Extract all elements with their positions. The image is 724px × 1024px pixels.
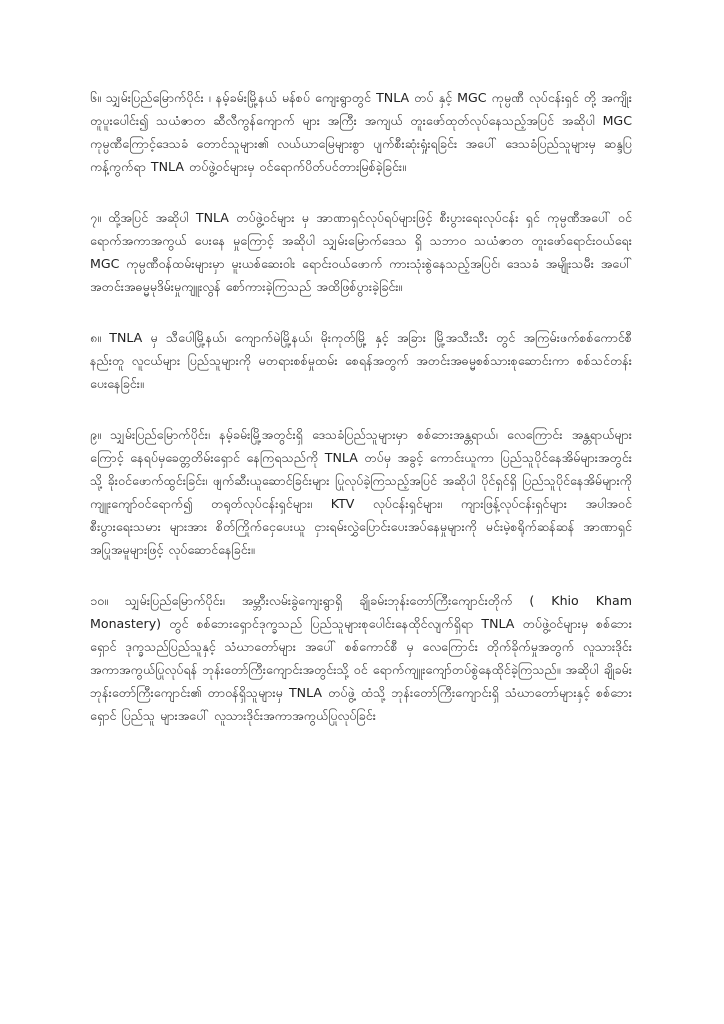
- paragraph-7: ၇။ ထို့အပြင် အဆိုပါ TNLA တပ်ဖွဲ့ဝင်များ မှ အာဏာရှင်လုပ်ရပ်များဖြင့် စီးပွားရေးလုပ်ငန်း ရှင် ကုမ္ပဏီအပေါ် ဝင်ရောက်အကာအကွယ် ပေးနေ မှုကြောင့် အဆိုပါ သျှမ်းမြောက်ဒေသ ရှိ သဘာဝ သယံဇာတ တူးဖော်ရောင်းဝယ်ရေး MGC ကုမ္ပဏီဝန်ထမ်းများမှာ မူးယစ်ဆေးဝါး ရောင်းဝယ်ဖောက် ကားသုံးစွဲနေသည့်အပြင်၊ ဒေသခံ အမျိုးသမီး အပေါ် အတင်းအဓမ္မမုဒိမ်းမှုကျူးလွန် စော်ကားခဲ့ကြသည် အထိဖြစ်ပွားခဲ့ခြင်း။: [90, 210, 632, 294]
- paragraph-10: ၁၀။ သျှမ်းပြည်မြောက်ပိုင်း၊ အမ္ဘာီးလမ်းခွဲကျေးရွာရှိ ချိုခမ်းဘုန်းတော်ကြီးကျောင်းတိုက် ( Khio Kham Monastery) တွင် စစ်ဘေးရှောင်ဒုက္ခသည် ပြည်သူများစုပေါင်းနေထိုင်လျက်ရှိရာ TNLA တပ်ဖွဲ့ဝင်များမှ စစ်ဘေးရှောင် ဒုက္ခသည်ပြည်သူနှင့် သံဃာတော်များ အပေါ် စစ်ကောင်စီ မှ လေကြောင်း တိုက်ခိုက်မှုအတွက် လူသားဒိုင်း အကာအကွယ်ပြုလုပ်ရန် ဘုန်းတော်ကြီးကျောင်းအတွင်းသို့ ဝင် ရောက်ကျူးကျော်တပ်စွဲနေထိုင်ခဲ့ကြသည်။ အဆိုပါ ချိုခမ်း ဘုန်းတော်ကြီးကျောင်း၏ တာဝန်ရှိသူများမှ TNLA တပ်ဖွဲ့ ထံသို့ ဘုန်းတော်ကြီးကျောင်းရှိ သံဃာတော်များနှင့် စစ်ဘေးရှောင် ပြည်သူ များအပေါ် လူသားဒိုင်းအကာအကွယ်ပြုလုပ်ခြင်း: [90, 593, 632, 723]
- paragraph-8: ၈။ TNLA မှ သီပေါမြို့နယ်၊ ကျောက်မဲမြို့နယ်၊ မိုးကုတ်မြို့ နှင့် အခြား မြို့အသီးသီး တွင် အကြမ်းဖက်စစ်ကောင်စီ နည်းတူ လူငယ်များ ပြည်သူများကို မတရားစစ်မှုထမ်း စေရန်အတွက် အတင်းအဓမ္မစစ်သားစုဆောင်းကာ စစ်သင်တန်း ပေးနေခြင်း။: [90, 330, 632, 391]
- paragraph-6: ၆။ သျှမ်းပြည်မြောက်ပိုင်း ၊ နမ့်ခမ်းမြို့နယ် မန်စပ် ကျေးရွာတွင် TNLA တပ် နှင့် MGC ကုမ္ပဏီ လုပ်ငန်းရှင် တို့ အကျိုးတူပူးပေါင်း၍ သယံဇာတ ဆီလီကွန်ကျောက် များ အကြီး အကျယ် တူးဖော်ထုတ်လုပ်နေသည့်အပြင် အဆိုပါ MGC ကုမ္ပဏီကြောင့်ဒေသခံ တောင်သူများ၏ လယ်ယာမြေများစွာ ပျက်စီးဆုံးရှုံးရခြင်း အပေါ် ဒေသခံပြည်သူများမှ ဆန္ဒပြကန့်ကွက်ရာ TNLA တပ်ဖွဲ့ဝင်များမှ ဝင်ရောက်ပိတ်ပင်တားမြစ်ခဲ့ခြင်း။: [90, 90, 632, 174]
- paragraph-9: ၉။ သျှမ်းပြည်မြောက်ပိုင်း၊ နမ့်ခမ်းမြို့အတွင်းရှိ ဒေသခံပြည်သူများမှာ စစ်ဘေးအန္တရာယ်၊ လေကြောင်း အန္တရာယ်များကြောင့် နေရပ်မှခေတ္တတိမ်းရှောင် နေကြရသည်ကို TNLA တပ်မှ အခွင့် ကောင်းယူကာ ပြည်သူပိုင်နေအိမ်များအတွင်းသို့ ခိုးဝင်ဖောက်ထွင်းခြင်း၊ ဖျက်ဆီးယူဆောင်ခြင်းများ ပြုလုပ်ခဲ့ကြသည့်အပြင် အဆိုပါ ပိုင်ရှင်ရှိ ပြည်သူပိုင်နေအိမ်များကို ကျူးကျော်ဝင်ရောက်၍ တရုတ်လုပ်ငန်းရှင်များ၊ KTV လုပ်ငန်းရှင်များ၊ ကျားဖြန့်လုပ်ငန်းရှင်များ အပါအဝင် စီးပွားရေးသမား များအား စိတ်ကြိုက်ငှေပေးယူ ငှားရမ်းလွှဲပြောင်းပေးအပ်နေမှုများကို မင်းမဲ့စရိုက်ဆန်ဆန် အာဏာရှင် အပြုအမူများဖြင့် လုပ်ဆောင်နေခြင်း။: [90, 427, 632, 557]
